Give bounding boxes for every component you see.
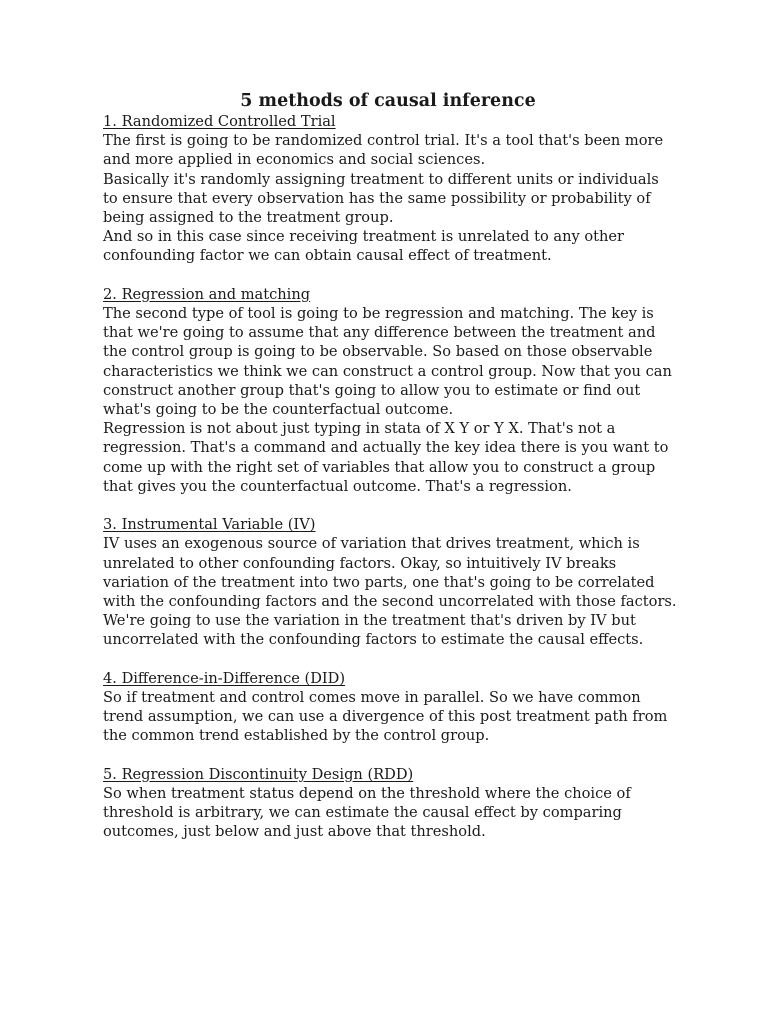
paragraph: Regression is not about just typing in stata of X Y or Y X. That's not a regression. That's a command and actually the key idea there is you want to come up with the right set of variables that allow you to construct a group that gives you the counterfactual outcome. That's a regression. [103,420,669,495]
section-instrumental-variable [103,515,678,649]
section-heading: 5. Regression Discontinuity Design (RDD) [103,765,414,783]
paragraph: Basically it's randomly assigning treatment to different units or individuals to ensure that every observation has the same possibility or probability of being assigned to the treatment group. [103,170,659,227]
paragraph: So if treatment and control comes move in parallel. So we have common trend assumption, we can use a divergence of this post treatment path from the common trend established by the control group. [103,689,668,745]
paragraph: So when treatment status depend on the threshold where the choice of threshold is arbitrary, we can estimate the causal effect by comparing outcomes, just below and just above that threshold. [103,785,631,841]
section-randomized-controlled-trial [103,112,678,266]
section-regression-and-matching [103,285,678,496]
section-difference-in-difference [103,669,678,746]
section-regression-discontinuity-design [103,765,678,842]
document-title: 5 methods of causal inference [240,91,536,111]
section-heading: 1. Randomized Controlled Trial [103,113,336,130]
paragraph: The first is going to be randomized control trial. It's a tool that's been more and more applied in economics and social sciences. [103,132,664,169]
paragraph: The second type of tool is going to be regression and matching. The key is that we're going to assume that any difference between the treatment and the control group is going to be observable. So based on those observable characteristics we think we can construct a control group. Now that you can construct another group that's going to allow you to estimate or find out what's going to be the counterfactual outcome. [103,305,672,419]
paragraph: IV uses an exogenous source of variation that drives treatment, which is unrelated to other confounding factors. Okay, so intuitively IV breaks variation of the treatment into two parts, one that's going to be correlated with the confounding factors and the second uncorrelated with those factors. We're going to use the variation in the treatment that's driven by IV but uncorrelated with the confounding factors to estimate the causal effects. [103,535,677,649]
section-heading: 3. Instrumental Variable (IV) [103,516,316,534]
section-heading: 4. Difference-in-Difference (DID) [103,669,346,687]
paragraph: And so in this case since receiving treatment is unrelated to any other confounding factor we can obtain causal effect of treatment. [103,228,625,265]
section-heading: 2. Regression and matching [103,285,311,303]
